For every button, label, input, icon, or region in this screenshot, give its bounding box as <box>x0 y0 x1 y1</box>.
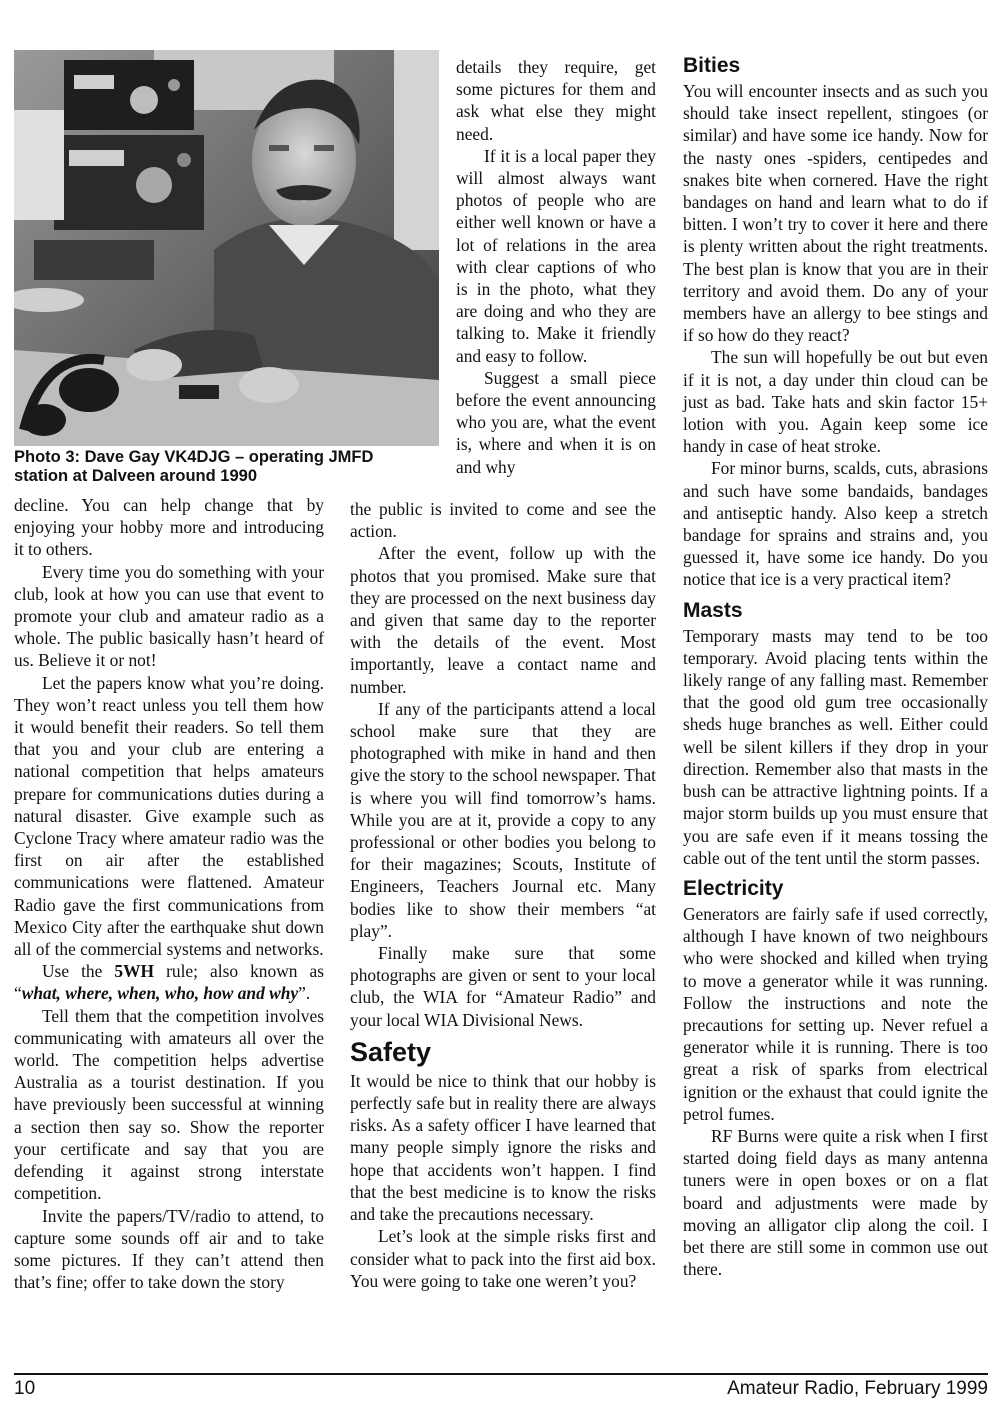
paragraph-5wh <box>14 960 324 1004</box>
text-span: ”. <box>298 983 311 1004</box>
paragraph: After the event, follow up with the photos that you promised. Make sure that they are processed on the next business day and given that same day to the reporter with the details of the event. Most importantly, leave a contact name and number. <box>350 543 656 697</box>
paragraph: details they require, get some pictures for them and ask what else they might need. <box>456 57 656 144</box>
paragraph: Every time you do something with your club, look at how you can use that event to promote your club and amateur radio as a whole. The public basically hasn’t heard of us. Believe it or not! <box>14 561 324 671</box>
column-2 <box>350 498 656 1292</box>
paragraph: decline. You can help change that by enjoying your hobby more and introducing it to others. <box>14 495 324 560</box>
paragraph: You will encounter insects and as such you should take insect repellent, stingoes (or similar) and have some ice handy. Now for the nasty ones -spiders, centipedes and snakes bite when cornered. Have the right bandages on hand and learn what to do if bitten. I won’t try to cover it here and there is plenty written about the right treatments. The best plan is know that you are in their territory and avoid them. Do any of your members have an allergy to bee stings and if so how do they react? <box>683 81 988 346</box>
heading-electricity: Electricity <box>683 876 784 900</box>
page-footer <box>14 1373 988 1401</box>
column-1 <box>14 494 324 1293</box>
paragraph: Suggest a small piece before the event announcing who you are, what the event is, where and when it is on and why <box>456 367 656 477</box>
paragraph: Tell them that the competition involves communicating with amateurs all over the world. The competition helps advertise Australia as a tourist destination. If you have previously been successful at winning a section then say so. Show the reporter your certificate and say that you are defending it against strong interstate competition. <box>14 1005 324 1204</box>
publication-info: Amateur Radio, February 1999 <box>727 1378 988 1399</box>
heading-bities: Bities <box>683 54 741 77</box>
caption-line-1: Photo 3: Dave Gay VK4DJG – operating JMFD <box>14 448 374 466</box>
paragraph: Let’s look at the simple risks first and consider what to pack into the first aid box. You were going to take one weren’t you? <box>350 1226 656 1291</box>
paragraph: the public is invited to come and see the action. <box>350 499 656 542</box>
text-span: rule; also known as “ <box>14 961 324 1004</box>
column-3 <box>683 54 988 1280</box>
paragraph: Finally make sure that some photographs are given or sent to your local club, the WIA for “Amateur Radio” and your local WIA Divisional News. <box>350 943 656 1030</box>
caption-line-2: station at Dalveen around 1990 <box>14 467 257 485</box>
bold-italic-text: what, where, when, who, how and why <box>21 983 299 1004</box>
paragraph: Let the papers know what you’re doing. They won’t react unless you tell them how it would benefit their readers. So tell them that you and your club are entering a national competition that helps amateurs prepare for communications duties during a natural disaster. Give example such as Cyclone Tracy where amateur radio was the first on air after the established communications were flattened. Amateur Radio gave the first communications from Mexico City after the earthquake shut down all of the commercial systems and networks. <box>14 672 324 960</box>
photo-caption <box>14 448 444 486</box>
column-2-top <box>456 56 656 478</box>
paragraph: For minor burns, scalds, cuts, abrasions and such have some bandaids, bandages and antiseptic handy. Also keep a stretch bandage for sprains and strains and, you guessed it, have some ice handy. Do you notice that ice is a very practical item? <box>683 458 988 590</box>
paragraph: The sun will hopefully be out but even if it is not, a day under thin cloud can be just as bad. Take hats and skin factor 15+ lotion with you. Again keep some ice handy in case of heat stroke. <box>683 347 988 457</box>
photo-operator-at-radio-station <box>14 50 439 446</box>
paragraph: RF Burns were quite a risk when I first started doing field days as many antenna tuners were in open boxes or on a flat board and adjustments were made by moving an alligator clip along the coil. I bet there are still some in common use out there. <box>683 1125 988 1280</box>
heading-safety: Safety <box>350 1036 432 1067</box>
paragraph: Generators are fairly safe if used correctly, although I have known of two neighbours who were shocked and killed when trying to move a generator while it was running. Follow the instructions and note the precautions for setting up. Never refuel a generator while it is running. There is too great a risk of sparks from electrical ignition or the exhaust that could ignite the petrol fumes. <box>683 903 988 1124</box>
heading-masts: Masts <box>683 598 743 622</box>
page-number: 10 <box>14 1378 36 1399</box>
paragraph: It would be nice to think that our hobby is perfectly safe but in reality there are always risks. As a safety officer I have learned that many people simply ignore the risks and hope that accidents won’t happen. I find that the best medicine is to know the risks and take the precautions necessary. <box>350 1070 656 1225</box>
paragraph: If any of the participants attend a local school make sure that they are photographed with mike in hand and then give the story to the school newspaper. That is where you will find tomorrow’s hams. While you are at it, provide a copy to any professional or other bodies you belong to for their magazines; Scouts, Institute of Engineers, Teachers Journal etc. Many bodies like to show their members “at play”. <box>350 698 656 941</box>
photo-image <box>14 50 439 446</box>
text-span: Use the <box>42 961 115 982</box>
paragraph: Temporary masts may tend to be too temporary. Avoid placing tents within the likely range of any falling mast. Remember that the good old gum tree occasionally sheds huge branches as well. Either could well be silent killers if they drop in your direction. Remember also that masts in the bush can be attractive lightning points. If a major storm builds up you must ensure that you are safe even if it means tossing the cable out of the tent until the storm passes. <box>683 625 988 868</box>
paragraph: If it is a local paper they will almost always want photos of people who are either well known or have a lot of relations in the area with clear captions of who is in the photo, what they are doing and who they are talking to. Make it friendly and easy to follow. <box>456 145 656 366</box>
bold-text: 5WH <box>114 961 155 982</box>
paragraph: Invite the papers/TV/radio to attend, to capture some sounds off air and to take some pictures. If they can’t attend then that’s fine; offer to take down the story <box>14 1205 324 1293</box>
